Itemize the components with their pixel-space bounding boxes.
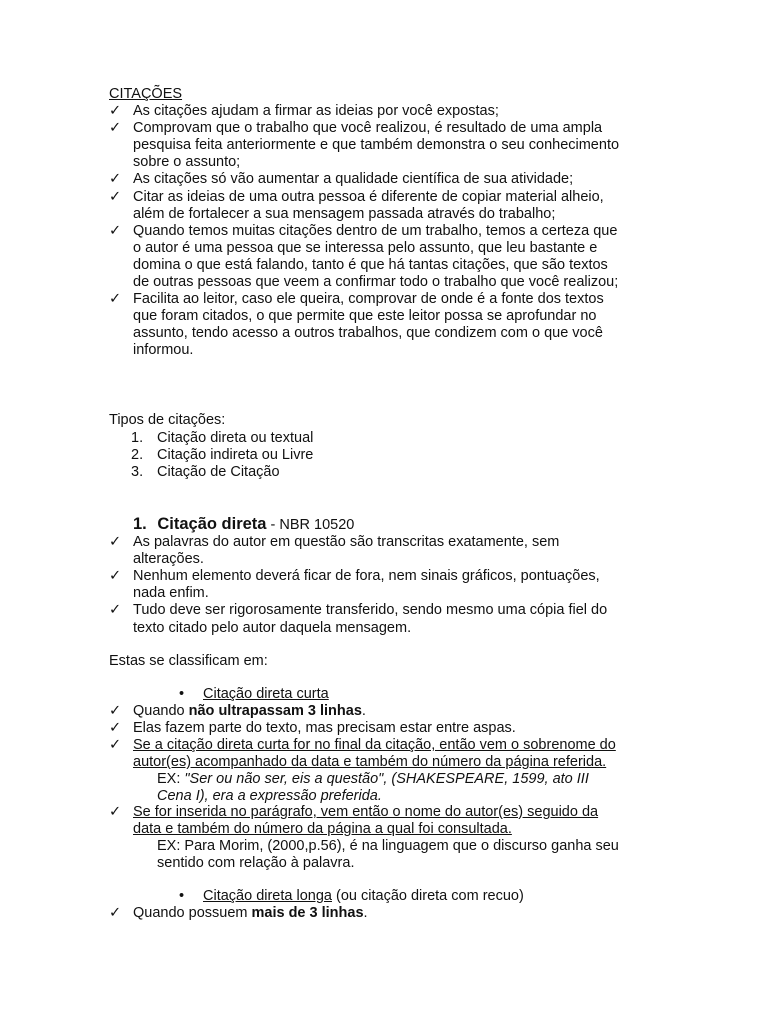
example-2-line-2: sentido com relação à palavra. [157,855,355,871]
check-icon: ✓ [109,720,122,736]
intro-item-5-line-2: o autor é uma pessoa que se interessa pelo assunto, que leu bastante e [133,239,598,256]
intro-item-6-line-2: que foram citados, o que permite que este leitor possa se aprofundar no [133,308,597,325]
type-number: 2. [131,447,144,463]
type-label: Citação indireta ou Livre [157,447,314,463]
check-icon: ✓ [109,804,122,820]
check-icon: ✓ [109,568,122,585]
type-number: 1. [131,430,144,446]
check-icon: ✓ [109,171,122,188]
intro-item-1-line-1: As citações ajudam a firmar as ideias por você expostas; [133,103,499,119]
bullet-icon: • [179,686,185,702]
example-1-line-1 [157,771,589,787]
intro-item-5-line-1: Quando temos muitas citações dentro de um trabalho, temos a certeza que [133,222,618,239]
long-item-1-pre: Quando possuem [133,905,252,921]
short-item-3-line-1: Se a citação direta curta for no final da citação, então vem o sobrenome do [133,737,616,753]
intro-item-6-line-4: informou. [133,342,194,359]
check-icon: ✓ [109,534,122,550]
page-title: CITAÇÕES [109,86,183,102]
intro-item-5-line-3: domina o que está falando, tanto é que há tantas citações, que são textos [133,256,608,273]
long-citation-heading [203,888,524,904]
long-item-1 [133,905,368,921]
example-1-quote: "Ser ou não ser, eis a questão", (SHAKESPEARE, 1599, ato III [184,771,589,787]
section-1-number: 1. [133,515,147,533]
intro-item-4-line-2: além de fortalecer a sua mensagem passada através do trabalho; [133,205,556,222]
example-1-line-2: Cena I), era a expressão preferida. [157,788,382,804]
check-icon: ✓ [109,120,122,137]
classify-text: Estas se classificam em: [109,653,268,669]
section-1-item-1-line-1: As palavras do autor em questão são transcritas exatamente, sem [133,534,560,550]
check-icon: ✓ [109,602,122,619]
long-citation-heading-text: Citação direta longa [203,888,332,904]
check-icon: ✓ [109,222,122,239]
section-1-item-3-line-2: texto citado pelo autor daquela mensagem. [133,619,412,636]
long-citation-heading-suffix: (ou citação direta com recuo) [331,888,524,904]
section-1-item-1-line-2: alterações. [133,551,204,568]
intro-item-2-line-3: sobre o assunto; [133,154,241,171]
intro-item-4-line-1: Citar as ideias de uma outra pessoa é diferente de copiar material alheio, [133,188,604,205]
check-icon: ✓ [109,703,122,719]
long-item-1-bold: mais de 3 linhas [251,905,364,921]
long-item-1-post: . [363,905,368,921]
check-icon: ✓ [109,905,122,921]
section-1-title: Citação direta [157,515,267,533]
section-1-item-2-line-2: nada enfim. [133,585,209,602]
short-item-4-line-1: Se for inserida no parágrafo, vem então o nome do autor(es) seguido da [133,804,599,820]
section-1-item-2-line-1: Nenhum elemento deverá ficar de fora, nem sinais gráficos, pontuações, [133,568,600,585]
type-number: 3. [131,464,144,480]
check-icon: ✓ [109,103,122,119]
example-2-line-1: EX: Para Morim, (2000,p.56), é na linguagem que o discurso ganha seu [157,838,619,854]
section-1-suffix: - NBR 10520 [266,517,355,533]
bullet-icon: • [179,888,185,904]
short-item-1 [133,703,366,719]
intro-item-3-line-1: As citações só vão aumentar a qualidade científica de sua atividade; [133,171,574,188]
short-item-1-pre: Quando [133,703,189,719]
example-1-label: EX: [157,771,185,787]
short-item-1-bold: não ultrapassam 3 linhas [188,703,362,719]
short-item-4-line-2: data e também do número da página a qual foi consultada. [133,821,512,837]
short-item-3-line-2: autor(es) acompanhado da data e também do número da página referida. [133,754,607,770]
section-1-heading [133,515,354,534]
short-item-1-post: . [361,703,366,719]
intro-item-6-line-3: assunto, tendo acesso a outros trabalhos, que condizem com o que você [133,325,603,342]
type-label: Citação direta ou textual [157,430,314,446]
intro-item-2-line-2: pesquisa feita anteriormente e que também demonstra o seu conhecimento [133,137,620,154]
types-heading: Tipos de citações: [109,412,226,428]
intro-item-6-line-1: Facilita ao leitor, caso ele queira, comprovar de onde é a fonte dos textos [133,291,604,308]
short-citation-heading: Citação direta curta [203,686,329,702]
intro-item-5-line-4: de outras pessoas que veem a confirmar todo o trabalho que você realizou; [133,274,619,290]
short-item-2: Elas fazem parte do texto, mas precisam estar entre aspas. [133,720,516,736]
check-icon: ✓ [109,737,122,753]
check-icon: ✓ [109,291,122,308]
section-1-item-3-line-1: Tudo deve ser rigorosamente transferido, sendo mesmo uma cópia fiel do [133,602,608,619]
intro-item-2-line-1: Comprovam que o trabalho que você realizou, é resultado de uma ampla [133,120,603,137]
type-label: Citação de Citação [157,464,280,480]
check-icon: ✓ [109,188,122,205]
